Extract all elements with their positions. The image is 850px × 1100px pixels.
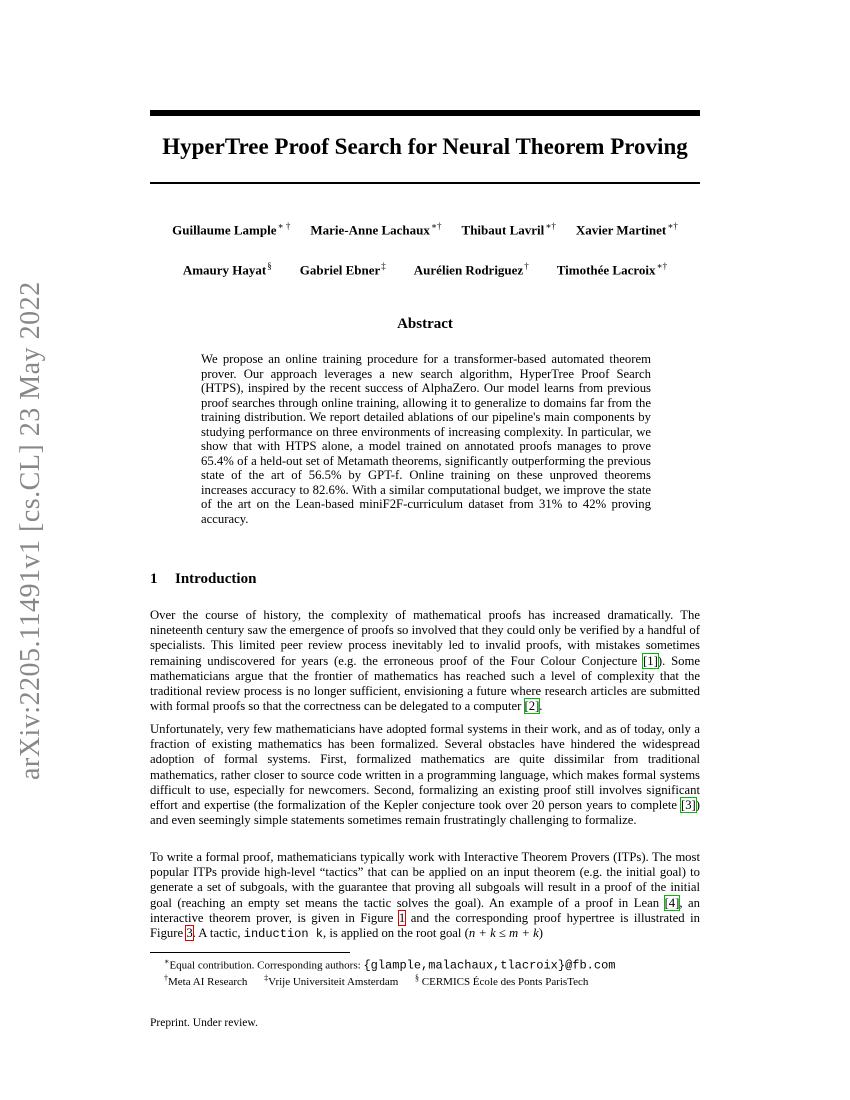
- section-heading: [150, 571, 256, 588]
- affiliation: †Meta AI Research: [164, 973, 248, 988]
- abstract-heading: Abstract: [397, 316, 453, 332]
- title-top-rule: [150, 110, 700, 116]
- author: Amaury Hayat§: [182, 261, 272, 278]
- paper-title: HyperTree Proof Search for Neural Theorem Proving: [162, 134, 688, 159]
- inline-code: induction k: [243, 927, 323, 942]
- section-number: 1: [150, 571, 158, 587]
- contact-emails: {glample,malachaux,tlacroix}@fb.com: [363, 958, 616, 973]
- citation-link[interactable]: [3]: [680, 798, 696, 813]
- footnote-affiliations: [164, 973, 602, 988]
- author: Thibaut Lavril∗†: [461, 221, 556, 238]
- figure-link[interactable]: 1: [398, 910, 406, 925]
- inline-math: n + k ≤ m + k: [468, 926, 539, 941]
- citation-link[interactable]: [1]: [643, 653, 658, 668]
- affiliation: ‡Vrije Universiteit Amsterdam: [264, 973, 399, 988]
- title-bottom-rule: [150, 182, 700, 184]
- figure-link[interactable]: 3: [186, 926, 193, 941]
- footnote-rule: [150, 952, 350, 953]
- author: Guillaume Lample∗ †: [172, 221, 291, 238]
- preprint-note: Preprint. Under review.: [150, 1017, 258, 1029]
- author: Aurélien Rodriguez†: [413, 261, 529, 278]
- arxiv-identifier: arXiv:2205.11491v1 [cs.CL] 23 May 2022: [15, 281, 46, 780]
- citation-link[interactable]: [2]: [524, 699, 540, 714]
- author: Gabriel Ebner‡: [299, 261, 386, 278]
- author: Xavier Martinet∗†: [575, 221, 678, 238]
- author: Marie-Anne Lachaux∗†: [310, 221, 442, 238]
- footnote-equal-contribution: ∗Equal contribution. Corresponding authors: {glample,malachaux,tlacroix}@fb.com: [164, 957, 616, 973]
- intro-paragraph-1: Over the course of history, the complexity of mathematical proofs has increased dramatically. The nineteenth century saw the emergence of proofs so involved that they could only be verified by a handful of specialists. This limited peer review process inevitably led to invalid proofs, with mistakes sometimes remaining undiscovered for years (e.g. the erroneous proof of the Four Colour Conjecture [1]). Some mathematicians argue that the frontier of mathematics has reached such a level of complexity that the traditional review process is no longer sufficient, envisioning a future where research articles are submitted with formal proofs so that the correctness can be delegated to a computer [2].: [150, 608, 700, 714]
- intro-paragraph-3: To write a formal proof, mathematicians typically work with Interactive Theorem Provers (ITPs). The most popular ITPs provide high-level “tactics” that can be applied on an input theorem (e.g. the initial goal) to generate a set of subgoals, with the guarantee that proving all subgoals will result in a proof of the initial goal (reaching an empty set means the tactic solves the goal). An example of a proof in Lean [4], an interactive theorem prover, is given in Figure 1 and the corresponding proof hypertree is illustrated in Figure 3. A tactic, induction k, is applied on the root goal (n + k ≤ m + k): [150, 850, 700, 942]
- intro-paragraph-2: Unfortunately, very few mathematicians have adopted formal systems in their work, and as of today, only a fraction of existing mathematics has been formalized. Several obstacles have hindered the widespread adoption of formal systems. First, formalized mathematics are quite dissimilar from traditional mathematics, rather closer to source code written in a programming language, which makes formal systems difficult to use, especially for newcomers. Second, formalizing an existing proof still involves significant effort and expertise (the formalization of the Kepler conjecture took over 20 person years to complete [3]) and even seemingly simple statements sometimes remain frustratingly challenging to formalize.: [150, 722, 700, 828]
- author-row-2: [150, 261, 700, 278]
- citation-link[interactable]: [4]: [664, 895, 680, 910]
- author: Timothée Lacroix∗†: [556, 261, 668, 278]
- abstract-text: We propose an online training procedure for a transformer-based automated theorem prover. Our approach leverages a new search algorithm, HyperTree Proof Search (HTPS), inspired by the recent success of AlphaZero. Our model learns from previous proof searches through online training, allowing it to generalize to domains far from the training distribution. We report detailed ablations of our pipeline's main components by studying performance on three environments of increasing complexity. In particular, we show that with HTPS alone, a model trained on annotated proofs manages to prove 65.4% of a held-out set of Metamath theorems, significantly outperforming the previous state of the art of 56.5% by GPT-f. Online training on these unproved theorems increases accuracy to 82.6%. With a similar computational budget, we improve the state of the art on the Lean-based miniF2F-curriculum dataset from 31% to 42% proving accuracy.: [201, 352, 651, 526]
- section-title: Introduction: [175, 571, 257, 587]
- affiliation: § CERMICS École des Ponts ParisTech: [415, 973, 589, 988]
- author-row-1: [150, 221, 700, 238]
